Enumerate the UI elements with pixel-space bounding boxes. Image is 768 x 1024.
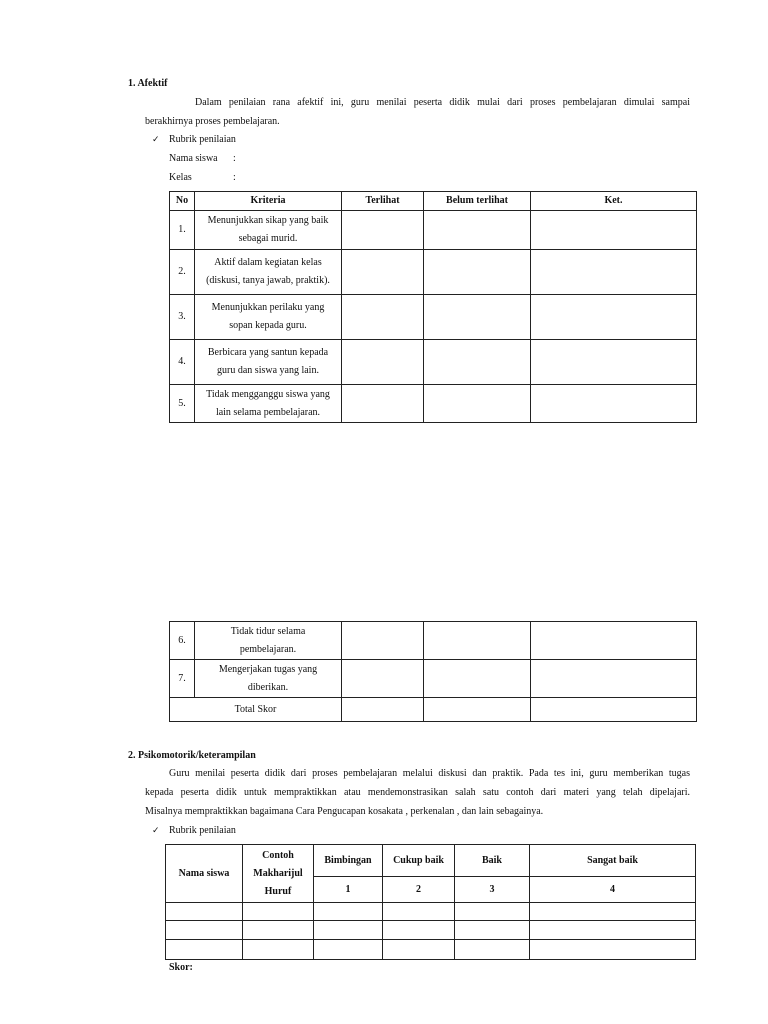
notes-cell[interactable] (531, 622, 697, 660)
header-belum-terlihat: Belum terlihat (424, 192, 531, 211)
total-score-label: Total Skor (170, 698, 342, 722)
example-cell[interactable] (243, 940, 314, 960)
table-row (170, 622, 697, 660)
criterion-cell: Aktif dalam kegiatan kelas (diskusi, tanya jawab, praktik). (195, 250, 342, 295)
notes-cell[interactable] (531, 250, 697, 295)
checkbox-terlihat[interactable] (342, 250, 424, 295)
row-number: 3. (170, 295, 195, 340)
criterion-cell: Mengerjakan tugas yang diberikan. (195, 660, 342, 698)
checkbox-terlihat[interactable] (342, 385, 424, 423)
score-cell[interactable] (314, 940, 383, 960)
psikomotorik-paragraph-line3: Misalnya mempraktikkan bagaimana Cara Pengucapan kosakata , perkenalan , dan lain sebagainya. (145, 806, 544, 817)
section-afektif-heading: 1. Afektif (128, 78, 168, 89)
score-value: 2 (383, 877, 455, 903)
checkbox-belum-terlihat[interactable] (424, 622, 531, 660)
score-label: Skor: (169, 962, 193, 973)
checkbox-belum-terlihat[interactable] (424, 660, 531, 698)
afektif-paragraph-line2: berakhirnya proses pembelajaran. (145, 116, 280, 127)
header-cukup-baik: Cukup baik (383, 845, 455, 877)
checkbox-terlihat[interactable] (342, 295, 424, 340)
score-cell[interactable] (455, 940, 530, 960)
header-contoh-makharijul-huruf: Contoh Makharijul Huruf (243, 845, 314, 903)
score-cell[interactable] (383, 921, 455, 940)
score-cell[interactable] (530, 921, 696, 940)
checkbox-belum-terlihat[interactable] (424, 211, 531, 250)
table-header-row (166, 845, 696, 877)
table-row (170, 660, 697, 698)
notes-cell[interactable] (531, 385, 697, 423)
afektif-paragraph-line1: Dalam penilaian rana afektif ini, guru menilai peserta didik mulai dari proses pembelajaran dimulai sampai (195, 97, 690, 108)
header-ket: Ket. (531, 192, 697, 211)
notes-cell[interactable] (531, 340, 697, 385)
criterion-cell: Tidak tidur selama pembelajaran. (195, 622, 342, 660)
row-number: 4. (170, 340, 195, 385)
score-value: 1 (314, 877, 383, 903)
row-number: 2. (170, 250, 195, 295)
checkbox-belum-terlihat[interactable] (424, 295, 531, 340)
checkbox-belum-terlihat[interactable] (424, 340, 531, 385)
example-cell[interactable] (243, 903, 314, 921)
score-cell[interactable] (455, 921, 530, 940)
score-cell[interactable] (530, 940, 696, 960)
header-kriteria: Kriteria (195, 192, 342, 211)
affective-rubric-table (169, 191, 697, 423)
checkbox-terlihat[interactable] (342, 211, 424, 250)
table-row (170, 295, 697, 340)
criterion-cell: Berbicara yang santun kepada guru dan siswa yang lain. (195, 340, 342, 385)
rubric-label: Rubrik penilaian (169, 134, 236, 145)
table-row (166, 921, 696, 940)
score-cell[interactable] (455, 903, 530, 921)
check-icon: ✓ (152, 826, 160, 836)
total-belum-terlihat-cell[interactable] (424, 698, 531, 722)
student-name-colon: : (233, 153, 236, 164)
row-number: 1. (170, 211, 195, 250)
student-name-cell[interactable] (166, 903, 243, 921)
score-cell[interactable] (314, 921, 383, 940)
check-icon: ✓ (152, 135, 160, 145)
total-row (170, 698, 697, 722)
header-no: No (170, 192, 195, 211)
table-row (166, 903, 696, 921)
score-value: 3 (455, 877, 530, 903)
row-number: 7. (170, 660, 195, 698)
psychomotor-rubric-table (165, 844, 696, 960)
rubric-label: Rubrik penilaian (169, 825, 236, 836)
notes-cell[interactable] (531, 211, 697, 250)
checkbox-terlihat[interactable] (342, 340, 424, 385)
table-row (170, 211, 697, 250)
table-header-row (170, 192, 697, 211)
header-baik: Baik (455, 845, 530, 877)
psikomotorik-paragraph-line2: kepada peserta didik untuk mempraktikkan atau mendemonstrasikan salah satu contoh dari materi yang telah dipelajari. (145, 787, 690, 798)
example-cell[interactable] (243, 921, 314, 940)
score-cell[interactable] (383, 940, 455, 960)
row-number: 6. (170, 622, 195, 660)
section-psikomotorik-heading: 2. Psikomotorik/keterampilan (128, 750, 256, 761)
header-sangat-baik: Sangat baik (530, 845, 696, 877)
student-name-cell[interactable] (166, 940, 243, 960)
header-nama-siswa: Nama siswa (166, 845, 243, 903)
header-terlihat: Terlihat (342, 192, 424, 211)
table-row (170, 250, 697, 295)
table-row (166, 940, 696, 960)
checkbox-terlihat[interactable] (342, 622, 424, 660)
criterion-cell: Menunjukkan sikap yang baik sebagai murid. (195, 211, 342, 250)
criterion-cell: Menunjukkan perilaku yang sopan kepada guru. (195, 295, 342, 340)
class-colon: : (233, 172, 236, 183)
criterion-cell: Tidak mengganggu siswa yang lain selama pembelajaran. (195, 385, 342, 423)
checkbox-belum-terlihat[interactable] (424, 250, 531, 295)
score-cell[interactable] (530, 903, 696, 921)
affective-rubric-table-continued (169, 621, 697, 722)
total-terlihat-cell[interactable] (342, 698, 424, 722)
psikomotorik-paragraph-line1: Guru menilai peserta didik dari proses pembelajaran melalui diskusi dan praktik. Pada tes ini, guru memberikan tugas (169, 768, 690, 779)
score-cell[interactable] (314, 903, 383, 921)
header-bimbingan: Bimbingan (314, 845, 383, 877)
total-ket-cell[interactable] (531, 698, 697, 722)
student-name-cell[interactable] (166, 921, 243, 940)
notes-cell[interactable] (531, 295, 697, 340)
notes-cell[interactable] (531, 660, 697, 698)
row-number: 5. (170, 385, 195, 423)
checkbox-terlihat[interactable] (342, 660, 424, 698)
table-row (170, 340, 697, 385)
table-row (170, 385, 697, 423)
class-label: Kelas (169, 172, 192, 183)
student-name-label: Nama siswa (169, 153, 218, 164)
score-value: 4 (530, 877, 696, 903)
score-cell[interactable] (383, 903, 455, 921)
checkbox-belum-terlihat[interactable] (424, 385, 531, 423)
